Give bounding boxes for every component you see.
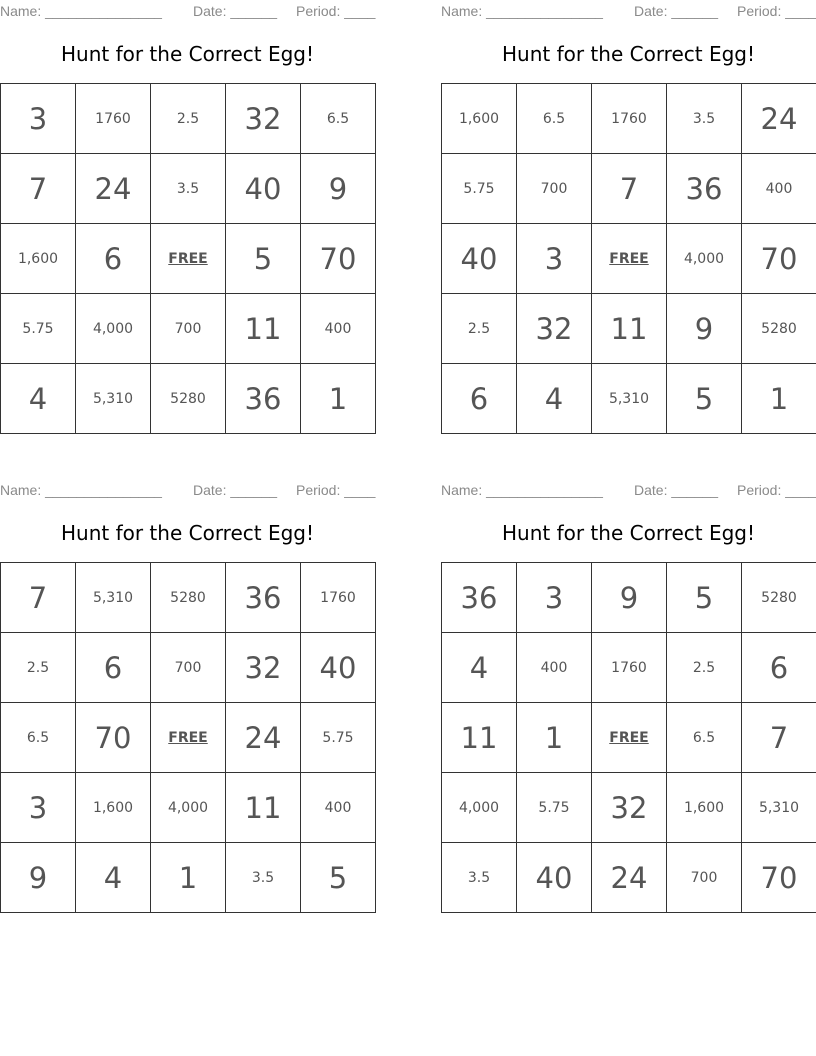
grid-row [1,703,376,773]
grid-row [442,703,816,773]
grid-cell: 24 [592,843,667,913]
grid-cell: 1,600 [667,773,742,843]
grid-cell: 4,000 [667,224,742,294]
bingo-card-3 [0,479,375,919]
grid-cell: 1 [517,703,592,773]
card-header-fields [441,482,816,498]
grid-cell: 32 [592,773,667,843]
period-field-label: Period: ____ [737,3,816,19]
grid-cell: 3.5 [151,154,226,224]
grid-cell: 1,600 [442,84,517,154]
grid-cell: 1760 [592,84,667,154]
card-title: Hunt for the Correct Egg! [60,42,315,66]
grid-cell: 5,310 [742,773,816,843]
grid-cell: 2.5 [151,84,226,154]
grid-cell: 7 [592,154,667,224]
grid-row [442,633,816,703]
bingo-card-1 [0,0,375,440]
grid-cell: 36 [442,563,517,633]
grid-cell: 7 [742,703,816,773]
grid-row [442,84,816,154]
grid-cell: 5,310 [76,364,151,434]
grid-row [442,224,816,294]
grid-cell: 5,310 [592,364,667,434]
grid-cell: 11 [592,294,667,364]
bingo-grid [0,83,376,434]
grid-cell: 3 [1,773,76,843]
grid-cell: 5280 [742,563,816,633]
grid-cell: 1 [301,364,376,434]
grid-cell: 400 [742,154,816,224]
grid-cell: 6 [76,224,151,294]
free-space-cell: FREE [151,224,226,294]
grid-row [1,224,376,294]
grid-row [1,843,376,913]
grid-cell: 40 [442,224,517,294]
grid-row [1,364,376,434]
grid-cell: 4,000 [442,773,517,843]
grid-cell: 3.5 [667,84,742,154]
grid-cell: 1 [742,364,816,434]
grid-cell: 32 [226,84,301,154]
date-field-label: Date: ______ [634,482,719,498]
grid-cell: 6.5 [667,703,742,773]
grid-cell: 36 [226,563,301,633]
grid-cell: 70 [76,703,151,773]
grid-cell: 5,310 [76,563,151,633]
bingo-grid [441,83,816,434]
grid-cell: 70 [742,843,816,913]
grid-cell: 36 [667,154,742,224]
card-header-fields [0,3,380,19]
grid-cell: 400 [301,773,376,843]
grid-cell: 6.5 [301,84,376,154]
grid-cell: 1760 [76,84,151,154]
grid-cell: 5 [667,563,742,633]
grid-cell: 1,600 [1,224,76,294]
date-field-label: Date: ______ [634,3,719,19]
grid-cell: 4 [517,364,592,434]
grid-row [442,563,816,633]
grid-row [442,843,816,913]
grid-cell: 2.5 [1,633,76,703]
grid-cell: 1 [151,843,226,913]
card-header-fields [441,3,816,19]
free-space-cell: FREE [592,224,667,294]
grid-cell: 3.5 [226,843,301,913]
grid-cell: 400 [517,633,592,703]
grid-cell: 6 [742,633,816,703]
grid-row [1,563,376,633]
grid-cell: 5280 [742,294,816,364]
name-field-label: Name: _______________ [0,3,162,19]
grid-cell: 5.75 [442,154,517,224]
grid-row [1,633,376,703]
grid-cell: 3.5 [442,843,517,913]
grid-cell: 5.75 [1,294,76,364]
date-field-label: Date: ______ [193,482,278,498]
grid-cell: 5.75 [301,703,376,773]
grid-cell: 5.75 [517,773,592,843]
grid-row [442,154,816,224]
card-title: Hunt for the Correct Egg! [501,521,756,545]
grid-row [442,364,816,434]
card-header-fields [0,482,380,498]
grid-cell: 6.5 [1,703,76,773]
grid-cell: 5 [301,843,376,913]
grid-cell: 36 [226,364,301,434]
bingo-grid [0,562,376,913]
grid-cell: 6 [76,633,151,703]
grid-cell: 700 [517,154,592,224]
grid-cell: 5 [226,224,301,294]
grid-cell: 3 [1,84,76,154]
grid-cell: 7 [1,154,76,224]
card-title: Hunt for the Correct Egg! [501,42,756,66]
grid-cell: 70 [742,224,816,294]
grid-cell: 4,000 [76,294,151,364]
grid-row [442,294,816,364]
grid-row [1,294,376,364]
grid-cell: 9 [667,294,742,364]
grid-cell: 24 [226,703,301,773]
grid-cell: 1760 [301,563,376,633]
grid-cell: 1760 [592,633,667,703]
bingo-card-4 [441,479,816,919]
grid-cell: 24 [76,154,151,224]
period-field-label: Period: ____ [296,482,376,498]
name-field-label: Name: _______________ [441,482,603,498]
grid-cell: 4 [442,633,517,703]
bingo-card-2 [441,0,816,440]
grid-cell: 32 [226,633,301,703]
grid-row [1,154,376,224]
grid-cell: 24 [742,84,816,154]
grid-row [442,773,816,843]
grid-cell: 9 [301,154,376,224]
name-field-label: Name: _______________ [441,3,603,19]
grid-cell: 6 [442,364,517,434]
grid-cell: 11 [226,773,301,843]
grid-cell: 2.5 [667,633,742,703]
name-field-label: Name: _______________ [0,482,162,498]
grid-cell: 11 [226,294,301,364]
grid-cell: 5280 [151,364,226,434]
free-space-cell: FREE [592,703,667,773]
date-field-label: Date: ______ [193,3,278,19]
grid-cell: 3 [517,563,592,633]
grid-row [1,773,376,843]
grid-cell: 11 [442,703,517,773]
period-field-label: Period: ____ [737,482,816,498]
grid-cell: 4 [76,843,151,913]
grid-cell: 3 [517,224,592,294]
grid-cell: 40 [517,843,592,913]
period-field-label: Period: ____ [296,3,376,19]
grid-cell: 4 [1,364,76,434]
grid-cell: 2.5 [442,294,517,364]
grid-cell: 700 [151,633,226,703]
grid-cell: 40 [226,154,301,224]
grid-cell: 70 [301,224,376,294]
grid-row [1,84,376,154]
free-space-cell: FREE [151,703,226,773]
grid-cell: 40 [301,633,376,703]
grid-cell: 700 [151,294,226,364]
grid-cell: 32 [517,294,592,364]
grid-cell: 400 [301,294,376,364]
grid-cell: 9 [1,843,76,913]
grid-cell: 700 [667,843,742,913]
grid-cell: 7 [1,563,76,633]
grid-cell: 6.5 [517,84,592,154]
grid-cell: 1,600 [76,773,151,843]
card-title: Hunt for the Correct Egg! [60,521,315,545]
grid-cell: 4,000 [151,773,226,843]
grid-cell: 5 [667,364,742,434]
grid-cell: 5280 [151,563,226,633]
bingo-grid [441,562,816,913]
grid-cell: 9 [592,563,667,633]
